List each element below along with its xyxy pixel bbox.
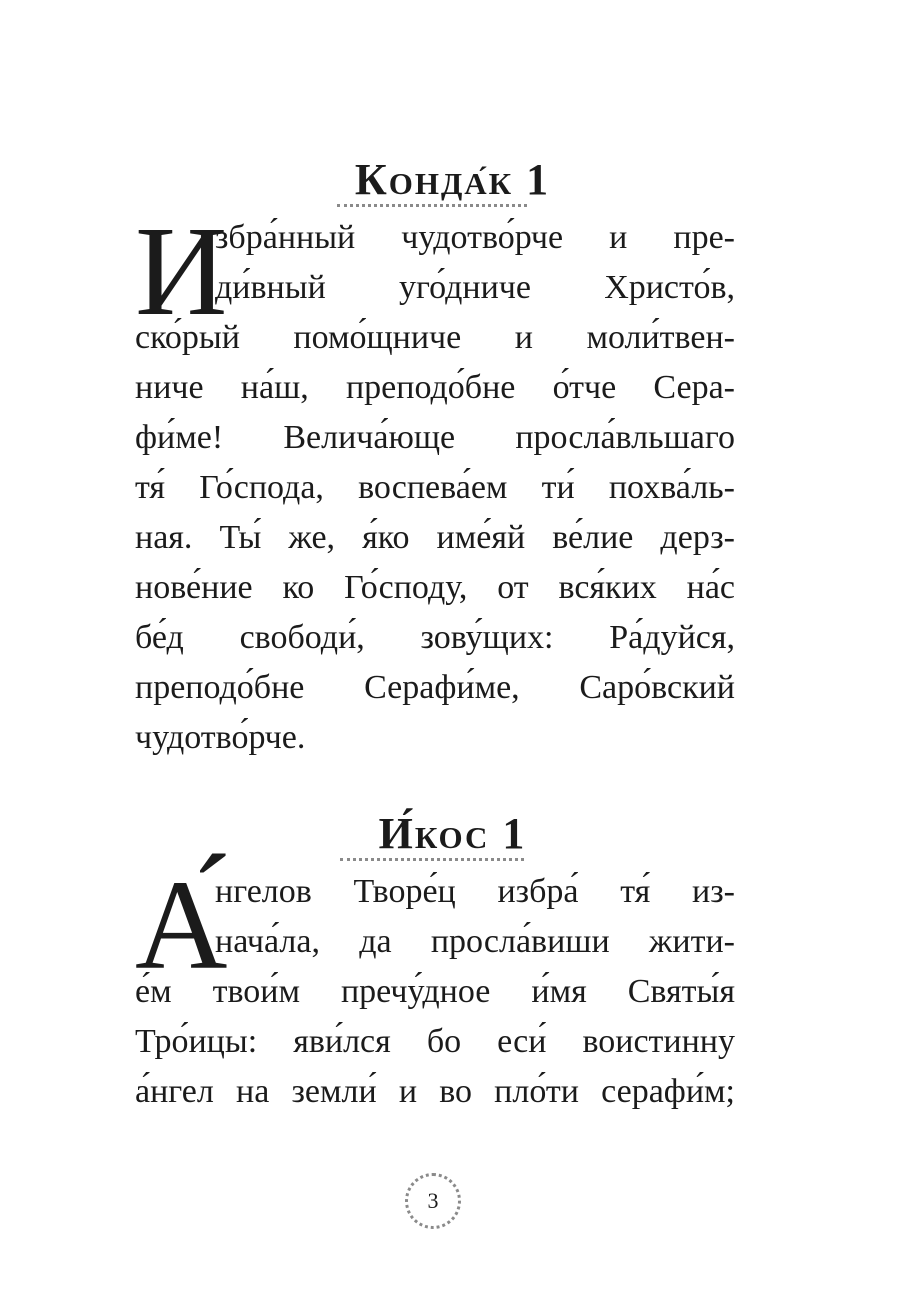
kondak-text-block: [135, 200, 735, 763]
ikos-line-2: нача́ла, да просла́виши жити-: [215, 923, 735, 960]
kondak-line-9: бе́д свободи́, зову́щих: Ра́дуйся,: [135, 619, 735, 656]
ikos-line-5: а́нгел на земли́ и во пло́ти серафи́м;: [135, 1073, 735, 1110]
ikos-line-3: е́м твои́м пречу́дное и́мя Святы́я: [135, 973, 735, 1010]
kondak-dropcap: И: [135, 200, 228, 342]
kondak-line-1: збра́нный чудотво́рче и пре-: [215, 219, 735, 256]
kondak-heading: [0, 155, 905, 205]
ikos-text-block: [135, 854, 735, 1117]
page-number: 3: [427, 1188, 439, 1213]
kondak-heading-text: Конда́к 1: [354, 155, 551, 204]
ikos-heading: [0, 809, 905, 859]
ikos-line-4: Тро́ицы: яви́лся бо еси́ воистинну: [135, 1023, 735, 1060]
kondak-line-2: ди́вный уго́дниче Христо́в,: [215, 269, 735, 306]
kondak-line-6: тя́ Го́спода, воспева́ем ти́ похва́ль-: [135, 469, 735, 506]
ikos-line-1: нгелов Творе́ц избра́ тя́ из-: [215, 873, 735, 910]
kondak-line-3: ско́рый помо́щниче и моли́твен-: [135, 319, 735, 356]
kondak-line-10: преподо́бне Серафи́ме, Саро́вский: [135, 669, 735, 706]
page-number-badge: [405, 1173, 461, 1229]
kondak-line-8: нове́ние ко Го́споду, от вся́ких на́с: [135, 569, 735, 606]
kondak-line-11: чудотво́рче.: [135, 719, 306, 756]
ikos-heading-text: И́кос 1: [378, 809, 527, 858]
kondak-line-7: ная. Ты́ же, я́ко име́яй ве́лие дерз-: [135, 519, 735, 556]
ikos-dropcap: А́: [135, 854, 228, 996]
kondak-line-4: ниче на́ш, преподо́бне о́тче Сера-: [135, 369, 735, 406]
kondak-heading-dotted-rule: [337, 204, 527, 207]
ikos-heading-dotted-rule: [340, 858, 524, 861]
kondak-line-5: фи́ме! Велича́юще просла́вльшаго: [135, 419, 735, 456]
